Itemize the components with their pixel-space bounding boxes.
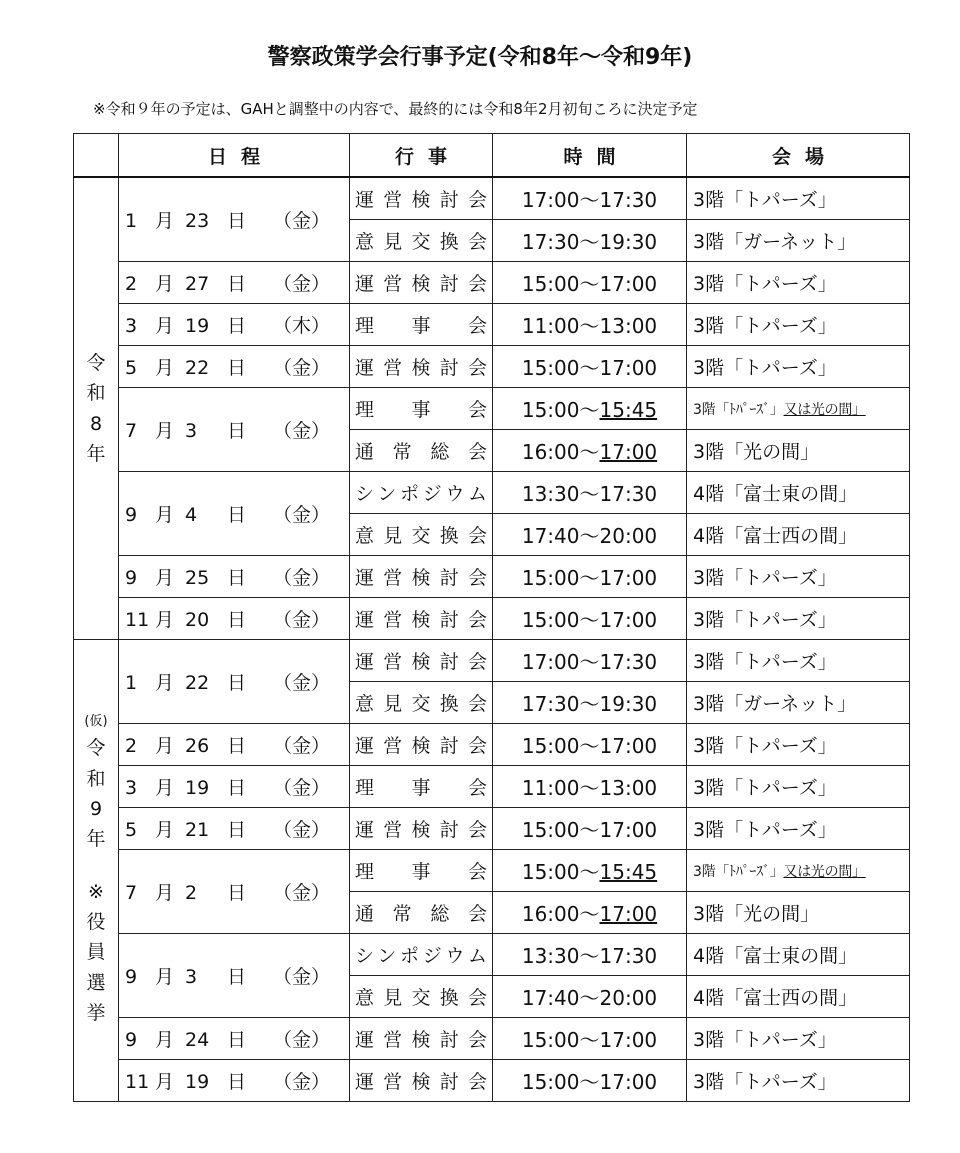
- event-cell: 運営検討会: [350, 177, 493, 220]
- venue-cell: 3階「光の間」: [687, 430, 910, 472]
- event-cell: 運営検討会: [350, 262, 493, 304]
- date-month: 9: [125, 1029, 138, 1051]
- date-month: 7: [125, 882, 138, 904]
- date-cell: [119, 388, 350, 472]
- table-row: [74, 472, 910, 514]
- month-unit: 月: [155, 504, 175, 526]
- day-unit: 日: [227, 609, 247, 631]
- time-cell: [493, 472, 687, 514]
- date-month: 9: [125, 966, 138, 988]
- date-cell: [119, 640, 350, 724]
- table-row: [74, 598, 910, 640]
- time-end: 17:00: [599, 902, 658, 926]
- time-cell: [493, 220, 687, 262]
- time-cell: [493, 1060, 687, 1102]
- date-cell: [119, 177, 350, 262]
- time-start: 13:30～: [521, 944, 600, 968]
- date-month: 11: [125, 609, 150, 631]
- month-unit: 月: [155, 819, 175, 841]
- date-day: 19: [185, 315, 210, 337]
- venue-cell: 3階「ガーネット」: [687, 220, 910, 262]
- spacer: [74, 855, 118, 877]
- time-end: 17:00: [599, 1028, 658, 1052]
- date-month: 1: [125, 672, 138, 694]
- venue-alternative: 又は光の間」: [783, 863, 866, 880]
- time-end: 19:30: [599, 692, 658, 716]
- venue-cell: 3階「トパーズ」: [687, 598, 910, 640]
- year-char: 8: [89, 412, 103, 435]
- time-start: 15:00～: [521, 398, 600, 422]
- date-weekday: （金）: [273, 1071, 331, 1093]
- date-month: 5: [125, 357, 138, 379]
- venue-primary: 3階「ﾄﾊﾟｰｽﾞ」: [693, 863, 784, 880]
- venue-cell: 3階「トパーズ」: [687, 1060, 910, 1102]
- month-unit: 月: [155, 882, 175, 904]
- date-weekday: （木）: [273, 315, 331, 337]
- venue-cell: 4階「富士東の間」: [687, 934, 910, 976]
- venue-cell: 3階「トパーズ」: [687, 724, 910, 766]
- time-start: 17:30～: [521, 692, 600, 716]
- event-cell: 運営検討会: [350, 640, 493, 682]
- event-cell: 運営検討会: [350, 346, 493, 388]
- date-weekday: （金）: [273, 504, 331, 526]
- table-row: [74, 724, 910, 766]
- event-cell: 運営検討会: [350, 1018, 493, 1060]
- venue-cell: 4階「富士東の間」: [687, 472, 910, 514]
- time-end: 17:00: [599, 356, 658, 380]
- date-cell: [119, 808, 350, 850]
- day-unit: 日: [227, 1071, 247, 1093]
- time-end: 15:45: [599, 398, 658, 422]
- date-day: 3: [185, 966, 198, 988]
- date-cell: [119, 556, 350, 598]
- time-start: 15:00～: [521, 860, 600, 884]
- month-unit: 月: [155, 1029, 175, 1051]
- table-row: [74, 177, 910, 220]
- header-year-blank: [74, 134, 119, 178]
- date-cell: [119, 724, 350, 766]
- date-day: 27: [185, 273, 210, 295]
- date-cell: [119, 304, 350, 346]
- date-day: 21: [185, 819, 210, 841]
- event-cell: 理事会: [350, 850, 493, 892]
- date-cell: [119, 598, 350, 640]
- month-unit: 月: [155, 273, 175, 295]
- time-cell: [493, 346, 687, 388]
- day-unit: 日: [227, 777, 247, 799]
- event-cell: 運営検討会: [350, 556, 493, 598]
- date-cell: [119, 850, 350, 934]
- time-start: 15:00～: [521, 1028, 600, 1052]
- venue-primary: 3階「ﾄﾊﾟｰｽﾞ」: [693, 401, 784, 418]
- venue-cell: 3階「トパーズ」: [687, 808, 910, 850]
- table-row: [74, 850, 910, 892]
- date-weekday: （金）: [273, 966, 331, 988]
- provisional-label: (仮): [84, 714, 108, 730]
- month-unit: 月: [155, 966, 175, 988]
- venue-cell: 3階「光の間」: [687, 892, 910, 934]
- date-weekday: （金）: [273, 819, 331, 841]
- day-unit: 日: [227, 966, 247, 988]
- time-end: 13:00: [599, 776, 658, 800]
- time-cell: [493, 724, 687, 766]
- date-cell: [119, 1018, 350, 1060]
- date-weekday: （金）: [273, 672, 331, 694]
- day-unit: 日: [227, 735, 247, 757]
- event-cell: シンポジウム: [350, 934, 493, 976]
- time-cell: [493, 177, 687, 220]
- day-unit: 日: [227, 273, 247, 295]
- time-cell: [493, 556, 687, 598]
- month-unit: 月: [155, 1071, 175, 1093]
- date-month: 9: [125, 504, 138, 526]
- year-char: 令: [86, 351, 106, 374]
- time-end: 20:00: [599, 986, 658, 1010]
- event-cell: 意見交換会: [350, 514, 493, 556]
- time-start: 17:30～: [521, 230, 600, 254]
- table-header-row: [74, 134, 910, 178]
- time-end: 17:00: [599, 1070, 658, 1094]
- date-day: 3: [185, 420, 198, 442]
- time-end: 15:45: [599, 860, 658, 884]
- time-cell: [493, 640, 687, 682]
- date-day: 23: [185, 210, 210, 232]
- schedule-body: [74, 177, 910, 1102]
- time-start: 16:00～: [521, 440, 600, 464]
- date-weekday: （金）: [273, 273, 331, 295]
- event-cell: 理事会: [350, 304, 493, 346]
- time-end: 17:00: [599, 272, 658, 296]
- month-unit: 月: [155, 567, 175, 589]
- date-day: 22: [185, 672, 210, 694]
- table-row: [74, 1060, 910, 1102]
- date-month: 11: [125, 1071, 150, 1093]
- venue-cell: 3階「トパーズ」: [687, 766, 910, 808]
- month-unit: 月: [155, 357, 175, 379]
- time-start: 15:00～: [521, 1070, 600, 1094]
- month-unit: 月: [155, 315, 175, 337]
- event-cell: 意見交換会: [350, 220, 493, 262]
- time-end: 17:30: [599, 482, 658, 506]
- date-weekday: （金）: [273, 210, 331, 232]
- year-char: 9: [89, 797, 103, 820]
- page-title: 警察政策学会行事予定(令和8年～令和9年): [267, 45, 693, 70]
- time-start: 17:00～: [521, 650, 600, 674]
- time-cell: [493, 682, 687, 724]
- schedule-note: ※令和９年の予定は、GAHと調整中の内容で、最終的には令和8年2月初旬ころに決定予定: [93, 100, 698, 118]
- date-month: 3: [125, 777, 138, 799]
- month-unit: 月: [155, 735, 175, 757]
- date-month: 7: [125, 420, 138, 442]
- event-cell: 意見交換会: [350, 976, 493, 1018]
- date-day: 19: [185, 1071, 210, 1093]
- time-cell: [493, 892, 687, 934]
- time-cell: [493, 976, 687, 1018]
- day-unit: 日: [227, 315, 247, 337]
- year-label-r9: [74, 640, 119, 1102]
- date-day: 20: [185, 609, 210, 631]
- date-cell: [119, 472, 350, 556]
- time-cell: [493, 766, 687, 808]
- venue-cell: 3階「トパーズ」: [687, 346, 910, 388]
- time-end: 17:30: [599, 188, 658, 212]
- date-cell: [119, 766, 350, 808]
- event-cell: 通常総会: [350, 892, 493, 934]
- date-month: 3: [125, 315, 138, 337]
- time-start: 15:00～: [521, 734, 600, 758]
- date-weekday: （金）: [273, 1029, 331, 1051]
- election-note-char: 選: [86, 971, 106, 994]
- event-cell: 通常総会: [350, 430, 493, 472]
- month-unit: 月: [155, 420, 175, 442]
- venue-cell: 4階「富士西の間」: [687, 514, 910, 556]
- time-end: 17:30: [599, 944, 658, 968]
- year-char: 令: [86, 737, 106, 760]
- day-unit: 日: [227, 504, 247, 526]
- time-start: 15:00～: [521, 566, 600, 590]
- schedule-table: [73, 133, 910, 1102]
- year-char: 和: [86, 382, 106, 405]
- venue-cell: 4階「富士西の間」: [687, 976, 910, 1018]
- time-end: 17:00: [599, 734, 658, 758]
- date-day: 24: [185, 1029, 210, 1051]
- venue-cell: [687, 850, 910, 892]
- table-row: [74, 304, 910, 346]
- time-cell: [493, 808, 687, 850]
- time-end: 20:00: [599, 524, 658, 548]
- date-month: 5: [125, 819, 138, 841]
- date-cell: [119, 1060, 350, 1102]
- event-cell: 理事会: [350, 766, 493, 808]
- time-cell: [493, 304, 687, 346]
- date-cell: [119, 346, 350, 388]
- time-cell: [493, 262, 687, 304]
- month-unit: 月: [155, 609, 175, 631]
- date-month: 9: [125, 567, 138, 589]
- day-unit: 日: [227, 210, 247, 232]
- time-start: 15:00～: [521, 608, 600, 632]
- time-cell: [493, 598, 687, 640]
- time-cell: [493, 514, 687, 556]
- table-row: [74, 556, 910, 598]
- time-start: 11:00～: [521, 314, 600, 338]
- header-time: 時間: [493, 134, 687, 178]
- time-cell: [493, 1018, 687, 1060]
- day-unit: 日: [227, 882, 247, 904]
- event-cell: 運営検討会: [350, 808, 493, 850]
- table-row: [74, 346, 910, 388]
- table-row: [74, 640, 910, 682]
- time-start: 16:00～: [521, 902, 600, 926]
- table-row: [74, 766, 910, 808]
- event-cell: 運営検討会: [350, 724, 493, 766]
- year-char: 年: [86, 828, 106, 851]
- table-row: [74, 388, 910, 430]
- time-start: 17:40～: [521, 524, 600, 548]
- date-weekday: （金）: [273, 357, 331, 379]
- time-cell: [493, 934, 687, 976]
- event-cell: 意見交換会: [350, 682, 493, 724]
- header-event: 行事: [350, 134, 493, 178]
- venue-cell: 3階「トパーズ」: [687, 177, 910, 220]
- date-day: 19: [185, 777, 210, 799]
- venue-cell: [687, 388, 910, 430]
- venue-cell: 3階「トパーズ」: [687, 640, 910, 682]
- date-day: 26: [185, 735, 210, 757]
- table-row: [74, 1018, 910, 1060]
- day-unit: 日: [227, 357, 247, 379]
- date-cell: [119, 934, 350, 1018]
- election-note-char: 員: [86, 941, 106, 964]
- election-note-char: 挙: [86, 1002, 106, 1025]
- time-end: 17:00: [599, 818, 658, 842]
- day-unit: 日: [227, 1029, 247, 1051]
- date-day: 25: [185, 567, 210, 589]
- time-end: 17:00: [599, 566, 658, 590]
- year-char: 年: [86, 442, 106, 465]
- date-day: 4: [185, 504, 198, 526]
- year-label-r8: [74, 177, 119, 640]
- header-date: 日程: [119, 134, 350, 178]
- date-weekday: （金）: [273, 609, 331, 631]
- table-row: [74, 934, 910, 976]
- time-cell: [493, 850, 687, 892]
- time-start: 15:00～: [521, 272, 600, 296]
- venue-cell: 3階「トパーズ」: [687, 304, 910, 346]
- time-end: 17:30: [599, 650, 658, 674]
- time-start: 17:40～: [521, 986, 600, 1010]
- time-cell: [493, 388, 687, 430]
- venue-cell: 3階「トパーズ」: [687, 1018, 910, 1060]
- table-row: [74, 262, 910, 304]
- date-month: 2: [125, 273, 138, 295]
- event-cell: シンポジウム: [350, 472, 493, 514]
- venue-alternative: 又は光の間」: [783, 401, 866, 418]
- date-weekday: （金）: [273, 735, 331, 757]
- election-note-char: 役: [86, 911, 106, 934]
- venue-cell: 3階「トパーズ」: [687, 556, 910, 598]
- event-cell: 運営検討会: [350, 1060, 493, 1102]
- year-char: 和: [86, 767, 106, 790]
- time-start: 15:00～: [521, 356, 600, 380]
- day-unit: 日: [227, 819, 247, 841]
- day-unit: 日: [227, 567, 247, 589]
- day-unit: 日: [227, 672, 247, 694]
- date-month: 1: [125, 210, 138, 232]
- time-end: 13:00: [599, 314, 658, 338]
- time-end: 19:30: [599, 230, 658, 254]
- date-cell: [119, 262, 350, 304]
- date-weekday: （金）: [273, 567, 331, 589]
- election-note-char: ※: [88, 880, 104, 903]
- time-start: 15:00～: [521, 818, 600, 842]
- date-weekday: （金）: [273, 777, 331, 799]
- time-start: 11:00～: [521, 776, 600, 800]
- time-cell: [493, 430, 687, 472]
- event-cell: 運営検討会: [350, 598, 493, 640]
- date-month: 2: [125, 735, 138, 757]
- venue-cell: 3階「トパーズ」: [687, 262, 910, 304]
- event-cell: 理事会: [350, 388, 493, 430]
- time-start: 13:30～: [521, 482, 600, 506]
- month-unit: 月: [155, 672, 175, 694]
- month-unit: 月: [155, 210, 175, 232]
- venue-cell: 3階「ガーネット」: [687, 682, 910, 724]
- time-end: 17:00: [599, 440, 658, 464]
- date-weekday: （金）: [273, 882, 331, 904]
- time-start: 17:00～: [521, 188, 600, 212]
- time-end: 17:00: [599, 608, 658, 632]
- day-unit: 日: [227, 420, 247, 442]
- month-unit: 月: [155, 777, 175, 799]
- header-venue: 会場: [687, 134, 910, 178]
- date-weekday: （金）: [273, 420, 331, 442]
- date-day: 22: [185, 357, 210, 379]
- date-day: 2: [185, 882, 198, 904]
- table-row: [74, 808, 910, 850]
